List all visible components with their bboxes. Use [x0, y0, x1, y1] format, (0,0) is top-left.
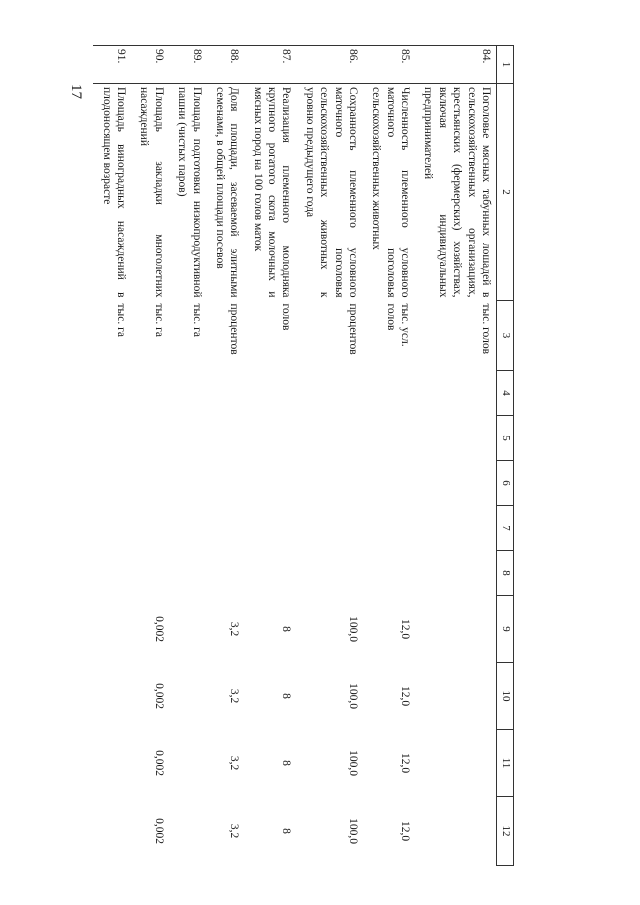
indicator-name: Реализация племенного молодняка крупного рогатого скота молочных и мясных пород на 100 голов маток — [251, 87, 293, 298]
table-row — [131, 46, 169, 866]
value-cell-col-11: 3,2 — [228, 755, 241, 771]
value-cell-col-5 — [207, 416, 245, 461]
value-cell-col-9: 3,2 — [228, 621, 241, 637]
unit: тыс. га — [115, 303, 128, 337]
value-cell-col-10: 3,2 — [228, 688, 241, 704]
value-cell-col-7 — [244, 506, 296, 551]
header-col-12: 12 — [497, 797, 514, 866]
value-cell-col-6 — [297, 461, 364, 506]
row-number: 85. — [363, 46, 415, 84]
table-body — [93, 46, 496, 866]
value-cell-col-10: 12,0 — [399, 685, 412, 707]
value-cell-col-8 — [131, 551, 169, 596]
table-row — [297, 46, 364, 866]
value-cell-col-12 — [415, 797, 496, 866]
value-cell-col-4 — [131, 371, 169, 416]
value-cell-col-11 — [93, 730, 131, 797]
value-cell-col-12: 3,2 — [228, 823, 241, 839]
table-row — [169, 46, 207, 866]
value-cell-col-6 — [169, 461, 207, 506]
row-number: 89. — [169, 46, 207, 84]
rotated-table-wrapper — [92, 45, 514, 865]
table-row — [363, 46, 415, 866]
unit: процентов — [347, 303, 359, 355]
value-cell-col-11 — [169, 730, 207, 797]
value-cell-col-5 — [363, 416, 415, 461]
value-cell-col-12 — [169, 797, 207, 866]
indicator-name: Площадь закладки многолетних насаждений — [138, 87, 165, 298]
value-cell-col-10 — [169, 663, 207, 730]
value-cell-col-9: 12,0 — [399, 618, 412, 640]
value-cell-col-7 — [93, 506, 131, 551]
header-col-5: 5 — [497, 416, 514, 461]
row-number: 87. — [244, 46, 296, 84]
value-cell-col-5 — [297, 416, 364, 461]
value-cell-col-4 — [363, 371, 415, 416]
value-cell-col-4 — [297, 371, 364, 416]
value-cell-col-8 — [169, 551, 207, 596]
value-cell-col-5 — [244, 416, 296, 461]
value-cell-col-12: 100,0 — [347, 818, 359, 844]
header-col-4: 4 — [497, 371, 514, 416]
row-number: 88. — [207, 46, 245, 84]
page-number: 17 — [68, 84, 84, 99]
value-cell-col-9: 0,002 — [152, 616, 165, 642]
value-cell-col-5 — [93, 416, 131, 461]
indicator-name: Сохранность племенного условного маточного поголовья сельскохозяйственных животных к уровню предыдущего года — [303, 87, 359, 298]
value-cell-col-5 — [415, 416, 496, 461]
value-cell-col-7 — [131, 506, 169, 551]
header-col-8: 8 — [497, 551, 514, 596]
value-cell-col-8 — [207, 551, 245, 596]
value-cell-col-5 — [169, 416, 207, 461]
indicator-name: Поголовье мясных табунных лошадей в сельскохозяйственных организациях, крестьянских (фермерских) хозяйствах, включая индивидуальных предпринимателей — [422, 87, 492, 298]
value-cell-col-10 — [415, 663, 496, 730]
value-cell-col-4 — [93, 371, 131, 416]
indicator-table — [93, 45, 514, 866]
row-number: 91. — [93, 46, 131, 84]
value-cell-col-7 — [363, 506, 415, 551]
table-header — [497, 46, 514, 866]
value-cell-col-10: 100,0 — [347, 683, 359, 709]
indicator-name: Площадь виноградных насаждений в плодоносящем возрасте — [100, 87, 128, 298]
header-col-2: 2 — [497, 84, 514, 301]
value-cell-col-8 — [244, 551, 296, 596]
header-col-7: 7 — [497, 506, 514, 551]
value-cell-col-11: 8 — [280, 760, 293, 766]
row-number: 84. — [415, 46, 496, 84]
header-col-10: 10 — [497, 663, 514, 730]
value-cell-col-6 — [131, 461, 169, 506]
unit: процентов — [228, 303, 241, 355]
table-row — [93, 46, 131, 866]
value-cell-col-11 — [415, 730, 496, 797]
header-col-11: 11 — [497, 730, 514, 797]
value-cell-col-5 — [131, 416, 169, 461]
header-col-3: 3 — [497, 301, 514, 371]
table-row — [244, 46, 296, 866]
value-cell-col-7 — [207, 506, 245, 551]
indicator-name: Численность племенного условного маточного поголовья сельскохозяйственных животных — [370, 87, 412, 298]
unit: голов — [280, 303, 293, 331]
header-col-6: 6 — [497, 461, 514, 506]
value-cell-col-4 — [207, 371, 245, 416]
value-cell-col-6 — [207, 461, 245, 506]
table-row — [415, 46, 496, 866]
value-cell-col-11: 0,002 — [152, 750, 165, 776]
value-cell-col-9 — [169, 596, 207, 663]
table-row — [207, 46, 245, 866]
value-cell-col-12: 0,002 — [152, 818, 165, 844]
value-cell-col-10: 0,002 — [152, 683, 165, 709]
header-col-9: 9 — [497, 596, 514, 663]
value-cell-col-4 — [244, 371, 296, 416]
unit: тыс. голов — [480, 303, 492, 355]
value-cell-col-12: 8 — [280, 828, 293, 834]
header-row — [497, 46, 514, 866]
value-cell-col-10 — [93, 663, 131, 730]
unit: тыс. га — [152, 303, 165, 337]
header-col-1: 1 — [497, 46, 514, 84]
value-cell-col-11: 12,0 — [399, 752, 412, 774]
value-cell-col-12: 12,0 — [399, 820, 412, 842]
value-cell-col-8 — [363, 551, 415, 596]
value-cell-col-9 — [93, 596, 131, 663]
value-cell-col-6 — [93, 461, 131, 506]
value-cell-col-4 — [169, 371, 207, 416]
value-cell-col-7 — [415, 506, 496, 551]
value-cell-col-6 — [244, 461, 296, 506]
indicator-name: Площадь подготовки низкопродуктивной пашни (чистых паров) — [176, 87, 203, 298]
value-cell-col-6 — [363, 461, 415, 506]
value-cell-col-8 — [93, 551, 131, 596]
value-cell-col-8 — [415, 551, 496, 596]
value-cell-col-9: 8 — [280, 626, 293, 632]
value-cell-col-8 — [297, 551, 364, 596]
row-number: 86. — [297, 46, 364, 84]
value-cell-col-10: 8 — [280, 693, 293, 699]
indicator-name: Доля площади, засеваемой элитными семенами, в общей площади посевов — [214, 87, 241, 298]
value-cell-col-11: 100,0 — [347, 750, 359, 776]
value-cell-col-9: 100,0 — [347, 616, 359, 642]
unit: тыс. усл. голов — [384, 303, 412, 347]
row-number: 90. — [131, 46, 169, 84]
value-cell-col-12 — [93, 797, 131, 866]
value-cell-col-7 — [297, 506, 364, 551]
value-cell-col-7 — [169, 506, 207, 551]
value-cell-col-4 — [415, 371, 496, 416]
unit: тыс. га — [190, 303, 203, 337]
value-cell-col-9 — [415, 596, 496, 663]
value-cell-col-6 — [415, 461, 496, 506]
